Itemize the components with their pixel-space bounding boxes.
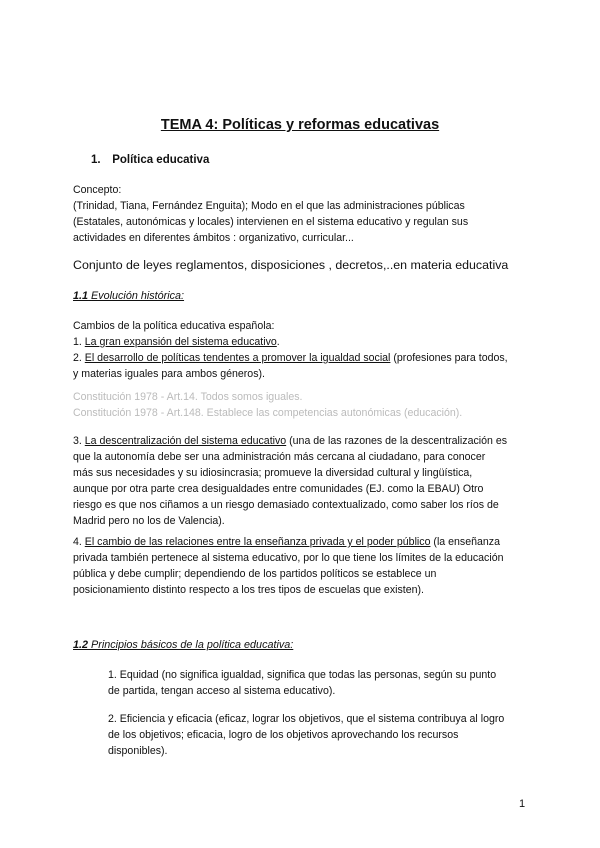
text-line: más sus necesidades y su idiosincrasia; promueve la diversidad cultural y lingüística, xyxy=(73,467,473,479)
list-item xyxy=(73,350,533,366)
principio-2 xyxy=(108,711,533,759)
cambios-list xyxy=(73,318,533,382)
page-number: 1 xyxy=(519,798,526,810)
item-text: (profesiones para todos, xyxy=(390,352,508,364)
text-line: privada también pertenece al sistema educativo, por lo que tiene los límites de la educación xyxy=(73,552,504,564)
section-heading-1 xyxy=(91,154,209,166)
item-3-paragraph xyxy=(73,433,533,529)
subsection-heading-1-1 xyxy=(73,290,184,302)
text-line: Constitución 1978 - Art.14. Todos somos iguales. xyxy=(73,391,303,403)
principio-1 xyxy=(108,667,533,699)
item-4-paragraph xyxy=(73,534,533,598)
concepto-paragraph xyxy=(73,182,533,246)
list-item xyxy=(73,534,533,550)
item-text: (la enseñanza xyxy=(430,536,500,548)
item-underlined: El cambio de las relaciones entre la enseñanza privada y el poder público xyxy=(84,536,431,548)
text-line: que la autonomía debe ser una administración más cercana al ciudadano, para conocer xyxy=(73,451,486,463)
text-line: Constitución 1978 - Art.148. Establece las competencias autonómicas (educación). xyxy=(73,407,463,419)
definition-lead: Conjunto de leyes reglamentos, disposiciones , decretos,..en materia educativa xyxy=(73,258,509,272)
text-line: pública y debe cumplir; dependiendo de los partidos políticos se establece un xyxy=(73,568,437,580)
text-line: 1. Equidad (no significa igualdad, significa que todas las personas, según su punto xyxy=(108,669,497,681)
list-item xyxy=(73,334,533,350)
subsection-label: Evolución histórica: xyxy=(91,290,185,302)
text-line: de los objetivos; eficacia, logro de los objetivos aprovechando los recursos xyxy=(108,729,459,741)
item-number: 1. xyxy=(73,336,85,348)
constitucion-notes xyxy=(73,389,533,421)
subsection-number: 1.2 xyxy=(73,639,89,651)
text-line: posicionamiento distinto respecto a los tres tipos de escuelas que existen). xyxy=(73,584,424,596)
text-line: 2. Eficiencia y eficacia (eficaz, lograr los objetivos, que el sistema contribuya al logro xyxy=(108,713,505,725)
subsection-heading-1-2 xyxy=(73,639,293,651)
item-number: 2. xyxy=(73,352,85,364)
text-line: (Estatales, autonómicas y locales) intervienen en el sistema educativo y regulan sus xyxy=(73,216,469,228)
text-line: de partida, tengan acceso al sistema educativo). xyxy=(108,685,336,697)
text-line: disponibles). xyxy=(108,745,168,757)
page-title: TEMA 4: Políticas y reformas educativas xyxy=(160,117,440,133)
text-line: aunque por otra parte crea desigualdades entre comunidades (EJ. como la EBAU) Otro xyxy=(73,483,484,495)
item-underlined: El desarrollo de políticas tendentes a promover la igualdad social xyxy=(84,352,391,364)
list-item xyxy=(73,433,533,449)
item-number: 4. xyxy=(73,536,85,548)
subsection-number: 1.1 xyxy=(73,290,89,302)
text-line: y materias iguales para ambos géneros). xyxy=(73,368,265,380)
item-underlined: La gran expansión del sistema educativo xyxy=(84,336,277,348)
cambios-label: Cambios de la política educativa española: xyxy=(73,320,275,332)
text-line: Madrid pero no los de Valencia). xyxy=(73,515,225,527)
item-text: (una de las razones de la descentralización es xyxy=(286,435,508,447)
text-line: riesgo es que nos ciñamos a un riesgo demasiado contextualizado, como saber los ríos de xyxy=(73,499,499,511)
item-text: . xyxy=(276,336,280,348)
concepto-label: Concepto: xyxy=(73,184,122,196)
subsection-label: Principios básicos de la política educativa: xyxy=(91,639,294,651)
section-number: 1. xyxy=(91,154,101,166)
section-label: Política educativa xyxy=(112,154,210,166)
text-line: actividades en diferentes ámbitos : organizativo, curricular... xyxy=(73,232,354,244)
text-line: (Trinidad, Tiana, Fernández Enguita); Modo en el que las administraciones públicas xyxy=(73,200,465,212)
item-underlined: La descentralización del sistema educativo xyxy=(84,435,287,447)
item-number: 3. xyxy=(73,435,85,447)
